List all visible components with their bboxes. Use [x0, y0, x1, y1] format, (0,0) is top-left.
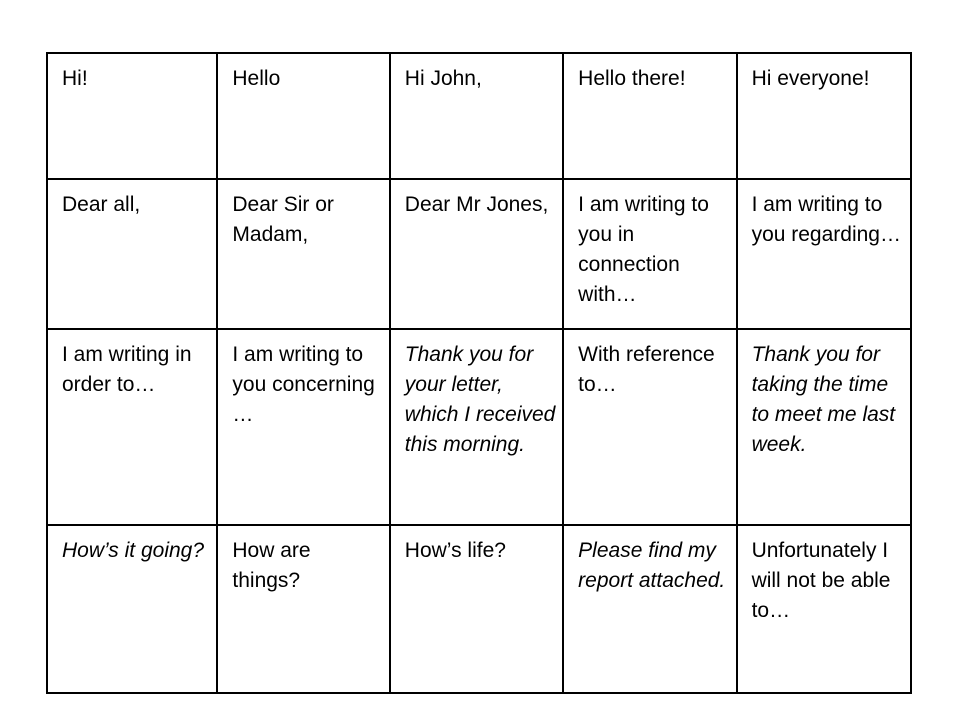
table-cell: Dear all, — [47, 179, 217, 329]
table-cell: Thank you for taking the time to meet me last week. — [737, 329, 911, 525]
table-cell: Unfortunately I will not be able to… — [737, 525, 911, 693]
phrase-table — [46, 52, 912, 694]
table-row — [47, 329, 911, 525]
table-cell: I am writing to you concerning … — [217, 329, 389, 525]
table-cell: Hi John, — [390, 53, 563, 179]
table-cell: Thank you for your letter, which I received this morning. — [390, 329, 563, 525]
table-cell: I am writing in order to… — [47, 329, 217, 525]
table-cell: Please find my report attached. — [563, 525, 736, 693]
table-cell: Dear Mr Jones, — [390, 179, 563, 329]
table-row — [47, 179, 911, 329]
table-cell: How’s it going? — [47, 525, 217, 693]
table-cell: Hi everyone! — [737, 53, 911, 179]
table-cell: Hi! — [47, 53, 217, 179]
table-cell: I am writing to you in connection with… — [563, 179, 736, 329]
table-cell: How are things? — [217, 525, 389, 693]
table-cell: How’s life? — [390, 525, 563, 693]
table-row — [47, 525, 911, 693]
table-cell: Hello — [217, 53, 389, 179]
table-cell: With reference to… — [563, 329, 736, 525]
table-cell: Dear Sir or Madam, — [217, 179, 389, 329]
table-cell: Hello there! — [563, 53, 736, 179]
table-cell: I am writing to you regarding… — [737, 179, 911, 329]
table-row — [47, 53, 911, 179]
